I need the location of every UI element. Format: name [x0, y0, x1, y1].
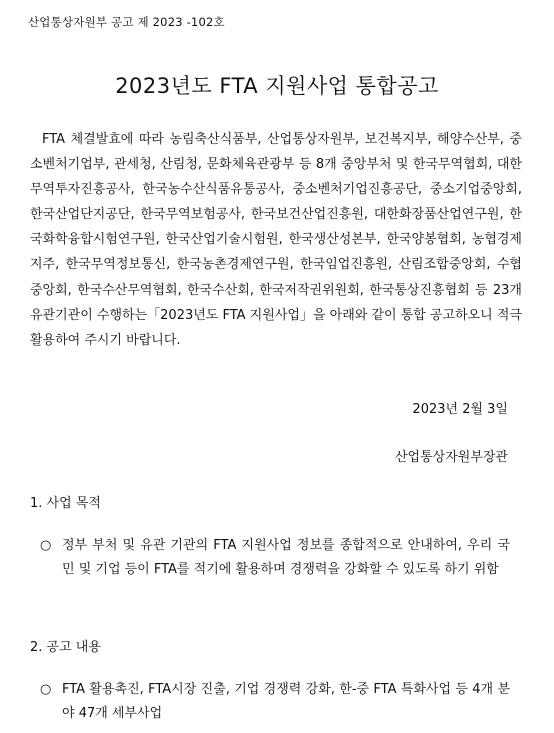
section-heading-purpose: 1. 사업 목적	[30, 496, 101, 511]
document-number: 산업통상자원부 공고 제 2023 -102호	[28, 15, 225, 29]
page-title: 2023년도 FTA 지원사업 통합공고	[115, 74, 439, 98]
list-item	[40, 534, 510, 582]
circle-bullet-icon: ○	[40, 538, 52, 553]
section-heading-content: 2. 공고 내용	[30, 640, 101, 655]
list-item-text: 정부 부처 및 유관 기관의 FTA 지원사업 정보를 종합적으로 안내하여, 우리 국민 및 기업 등이 FTA를 적기에 활용하며 경쟁력을 강화할 수 있도록 하기 위함	[62, 538, 510, 577]
list-item-text: FTA 활용촉진, FTA시장 진출, 기업 경쟁력 강화, 한-중 FTA 특화사업 등 4개 분야 47개 세부사업	[62, 682, 510, 721]
circle-bullet-icon: ○	[40, 682, 52, 697]
list-item	[40, 678, 510, 726]
announcement-body: FTA 체결발효에 따라 농림축산식품부, 산업통상자원부, 보건복지부, 해양수산부, 중소벤처기업부, 관세청, 산림청, 문화체육관광부 등 8개 중앙부처 및 한국무역협회, 대한무역투자진흥공사, 한국농수산식품유통공사, 중소벤처기업진흥공단, 중소기업중앙회, 한국산업단지공단, 한국무역보험공사, 한국보건산업진흥원, 대한화장품산업연구원, 한국화학융합시험연구원, 한국산업기술시험원, 한국생산성본부, 한국양봉협회, 농협경제지주, 한국무역정보통신, 한국농촌경제연구원, 한국임업진흥원, 산림조합중앙회, 수협중앙회, 한국수산무역협회, 한국수산회, 한국저작권위원회, 한국통상진흥협회 등 23개 유관기관이 수행하는「2023년도 FTA 지원사업」을 아래와 같이 통합 공고하오니 적극 활용하여 주시기 바랍니다.	[30, 132, 522, 348]
announcement-date: 2023년 2월 3일	[412, 402, 508, 417]
signer: 산업통상자원부장관	[394, 450, 508, 465]
